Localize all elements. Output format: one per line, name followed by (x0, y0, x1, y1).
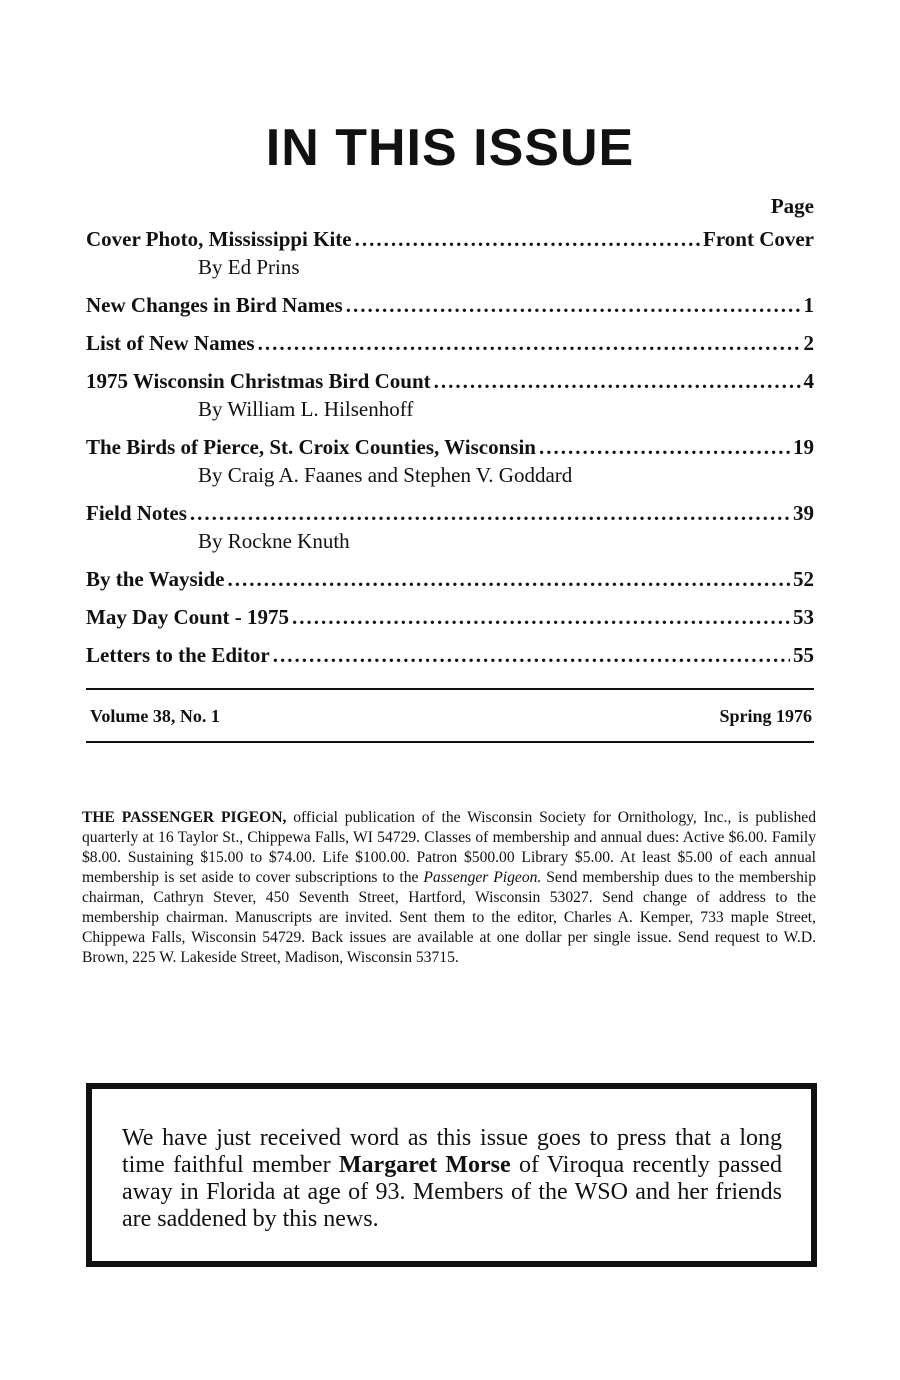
toc-entry[interactable] (86, 604, 814, 630)
volume-line (90, 706, 812, 727)
toc-entry[interactable] (86, 226, 814, 280)
toc-entry-page: 4 (803, 369, 814, 393)
toc-entry-title: Cover Photo, Mississippi Kite (86, 227, 352, 251)
toc-entry-title: 1975 Wisconsin Christmas Bird Count (86, 369, 431, 393)
issue-season: Spring 1976 (719, 706, 812, 726)
publication-name: THE PASSENGER PIGEON, (82, 809, 287, 826)
publication-info-text: official publication of the Wisconsin Society for Ornithology, Inc., is published quarterly at 16 Taylor St., Chippewa Falls, WI 54729. Classes of membership and annual dues: Active $6.00. Family $8.00. Sustaining $15.00 to $74.00. Life $100.00. Patron $500.00 Library $5.00. At least $5.00 of each annual membership is set aside to cover subscriptions to the (82, 809, 816, 886)
toc-entry[interactable] (86, 566, 814, 592)
toc-entry-title: May Day Count - 1975 (86, 605, 289, 629)
toc-entry-page: 19 (793, 435, 814, 459)
toc-entry-page: 2 (803, 331, 814, 355)
leader-dots (355, 226, 700, 252)
notice-text (122, 1125, 782, 1233)
toc-entry[interactable] (86, 330, 814, 356)
toc-entry-title: Letters to the Editor (86, 643, 270, 667)
toc-entry[interactable] (86, 292, 814, 318)
leader-dots (539, 434, 790, 460)
toc-entry-page: Front Cover (703, 227, 814, 251)
toc-entry-page: 55 (793, 643, 814, 667)
toc-entry-title: By the Wayside (86, 567, 225, 591)
notice-text-start: We have just received word as this issue goes to press that a long time faithful member (122, 1125, 782, 1178)
leader-dots (190, 500, 790, 526)
page-title: IN THIS ISSUE (265, 119, 635, 177)
publication-info-text-continued: Send membership dues to the membership chairman, Cathryn Stever, 450 Seventh Street, Hartford, Wisconsin 53027. Send change of address to the membership chairman. Manuscripts are invited. Sent them to the editor, Charles A. Kemper, 733 maple Street, Chippewa Falls, Wisconsin 54729. Back issues are available at one dollar per single issue. Send request to W.D. Brown, 225 W. Lakeside Street, Madison, Wisconsin 53715. (82, 869, 816, 966)
toc-entry[interactable] (86, 434, 814, 488)
toc-entry-title: The Birds of Pierce, St. Croix Counties, Wisconsin (86, 435, 536, 459)
leader-dots (346, 292, 801, 318)
divider-bottom (86, 741, 814, 743)
divider-top (86, 688, 814, 690)
toc-entry[interactable] (86, 368, 814, 422)
toc-entry[interactable] (86, 500, 814, 554)
toc-entry-page: 53 (793, 605, 814, 629)
journal-name: Passenger Pigeon. (423, 869, 542, 886)
toc-entry-page: 1 (803, 293, 814, 317)
toc-entry-author: By William L. Hilsenhoff (198, 397, 414, 421)
toc-entry-title: Field Notes (86, 501, 187, 525)
toc-entry-author: By Ed Prins (198, 255, 300, 279)
leader-dots (258, 330, 801, 356)
toc-entry[interactable] (86, 642, 814, 668)
toc-entry-author: By Craig A. Faanes and Stephen V. Goddard (198, 463, 573, 487)
leader-dots (292, 604, 790, 630)
toc-entry-author: By Rockne Knuth (198, 529, 350, 553)
leader-dots (434, 368, 801, 394)
table-of-contents (86, 226, 814, 680)
toc-entry-title: New Changes in Bird Names (86, 293, 343, 317)
notice-member-name: Margaret Morse (338, 1152, 511, 1178)
leader-dots (227, 566, 790, 592)
page-column-label: Page (770, 194, 814, 218)
toc-entry-page: 52 (793, 567, 814, 591)
publication-info (82, 808, 816, 968)
leader-dots (273, 642, 790, 668)
toc-entry-page: 39 (793, 501, 814, 525)
volume-number: Volume 38, No. 1 (90, 706, 220, 726)
notice-box (86, 1083, 817, 1267)
toc-entry-title: List of New Names (86, 331, 255, 355)
notice-text-end: of Viroqua recently passed away in Florida at age of 93. Members of the WSO and her friends are saddened by this news. (122, 1152, 782, 1232)
